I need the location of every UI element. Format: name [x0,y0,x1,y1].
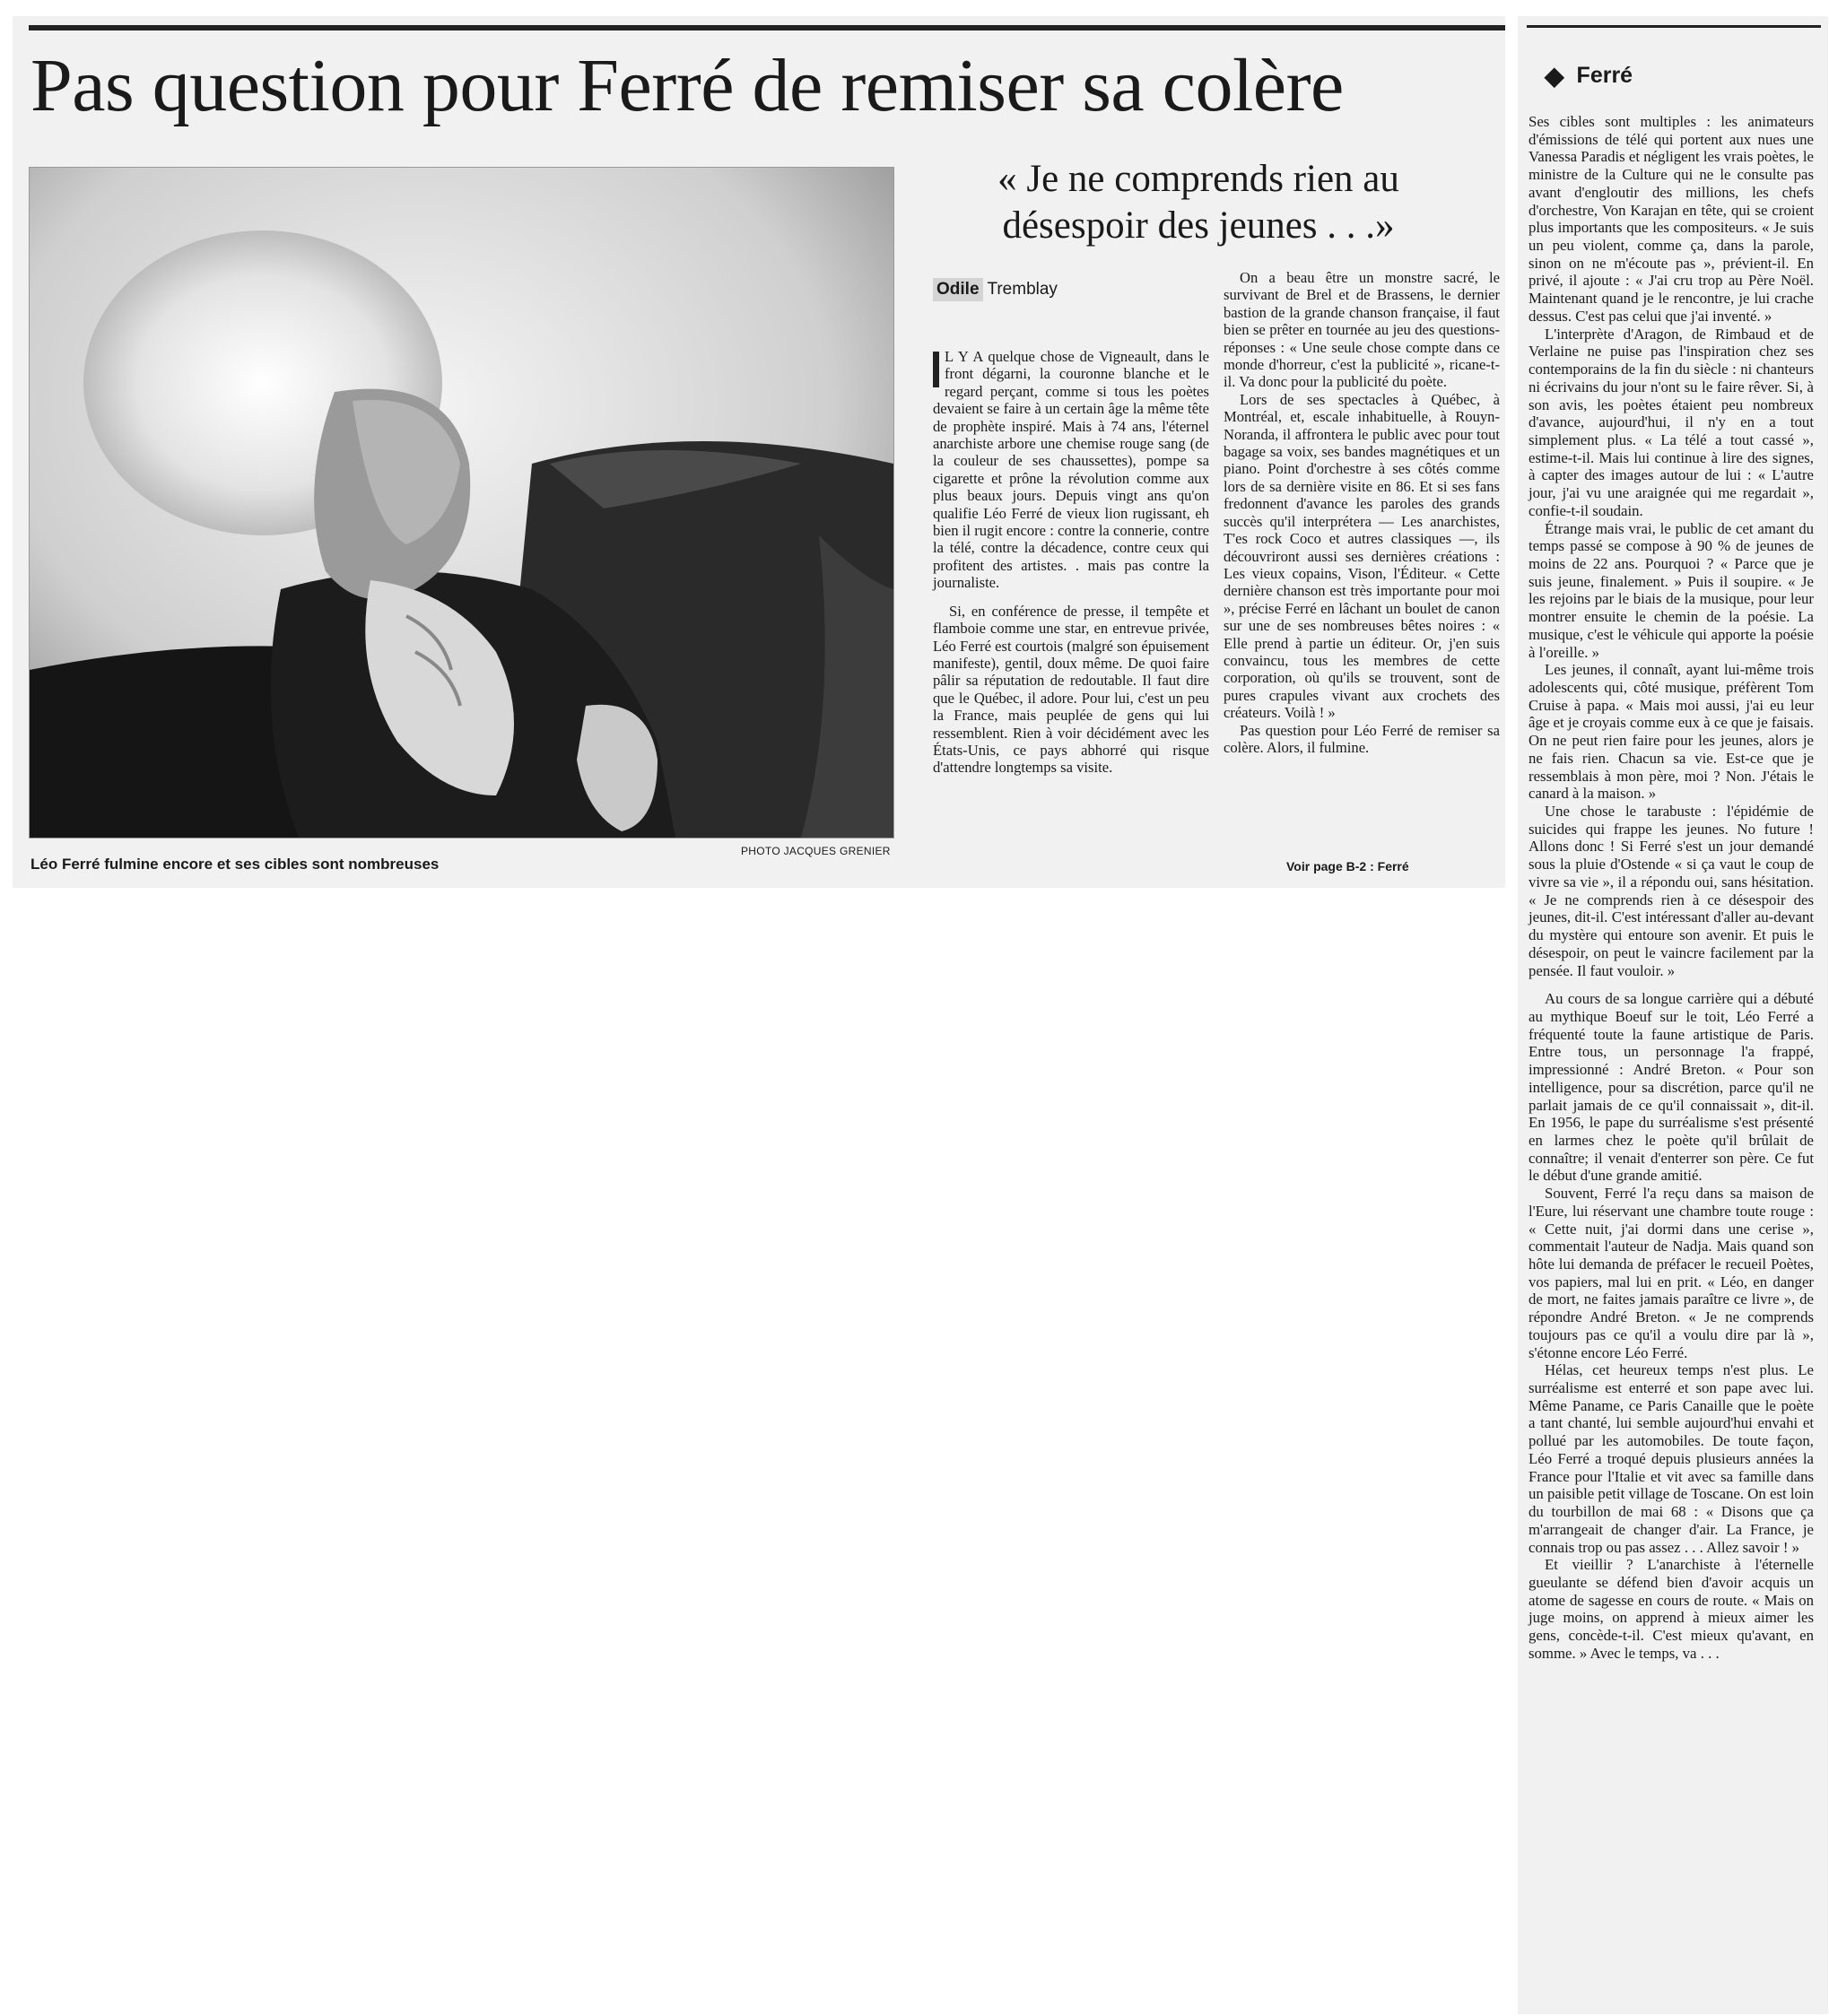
top-rule [29,25,1505,30]
article-column-1 [933,348,1209,777]
photo-credit: PHOTO JACQUES GRENIER [741,845,891,857]
photo-caption: Léo Ferré fulmine encore et ses cibles sont nombreuses [30,856,440,873]
diamond-icon: ◆ [1545,62,1564,90]
paragraph: Une chose le tarabuste : l'épidémie de suicides qui frappe les jeunes. No future ! Allons donc ! Si Ferré s'est un jour demandé sous la pluie d'Ostende « si ça vaut le coup de vivre sa vie », il a répondu oui, sans hésitation. « Je ne comprends rien à ce désespoir des jeunes, dit-il. C'est intéressant d'aller au-devant du mystère qui entoure son avenir. Et puis le désespoir, on peut le vaincre facilement par la pensée. Il faut vouloir. » [1529,803,1814,979]
paragraph: Hélas, cet heureux temps n'est plus. Le surréalisme est enterré et son pape avec lui. Même Paname, ce Paris Canaille que le poète a tant chanté, lui semble aujourd'hui envahi et pollué par les automobiles. De toute façon, Léo Ferré a troqué depuis plusieurs années la France pour l'Italie et vit avec sa famille dans un paisible petit village de Toscane. On est loin du tourbillon de mai 68 : « Disons que ça m'arrangeait de changer d'air. La France, je connais trop ou pas assez . . . Allez savoir ! » [1529,1361,1814,1556]
byline-first-name: Odile [933,278,983,301]
continuation-heading [1545,61,1633,91]
initial-bar [933,352,939,387]
deck-quote: « Je ne comprends rien au désespoir des jeunes . . .» [997,158,1399,247]
main-article-clipping [13,16,1505,888]
paragraph: Lors de ses spectacles à Québec, à Montréal, et, escale inhabituelle, à Rouyn-Noranda, il affrontera le public avec pour tout bagage sa voix, ses bandes magnétiques et un piano. Point d'orchestre à ses côtés comme lors de sa dernière visite en 86. Et si ses fans fredonnent d'avance les paroles des grands succès qu'il interprétera — Les anarchistes, T'es rock Coco et autres classiques —, ils découvriront aussi ses dernières créations : Les vieux copains, Vison, l'Éditeur. « Cette dernière chanson est très importante pour moi », précise Ferré en lâchant un boulet de canon sur une de ses nombreuses bêtes noires : « Elle prend à partie un éditeur. Or, j'en suis convaincu, tous les membres de cette corporation, où qu'ils se trouvent, sont de pures crapules vivant aux crochets des créateurs. Voilà ! » [1224,390,1500,722]
paragraph: Ses cibles sont multiples : les animateurs d'émissions de télé qui portent aux nues une Vanessa Paradis et négligent les vrais poètes, le ministre de la Culture qui ne le consulte pas avant d'engloutir des millions, les chefs d'orchestre, Von Karajan en tête, qui se croient plus importants que les compositeurs. « Je suis un peu violent, comme ça, dans la parole, sinon on ne m'écoute pas », prévient-il. En privé, il ajoute : « J'ai cru trop au Père Noël. Maintenant quand je le rencontre, je lui crache dessus. C'est pas celui que j'ai inventé. » [1529,113,1814,325]
continuation-clipping [1518,16,1828,2014]
article-column-2 [1224,269,1500,756]
byline-last-name: Tremblay [987,280,1058,299]
paragraph: Pas question pour Léo Ferré de remiser sa colère. Alors, il fulmine. [1224,721,1500,756]
paragraph: L'interprète d'Aragon, de Rimbaud et de Verlaine ne puise pas l'inspiration chez ses contemporains de la fin du siècle : ni chanteurs ni écrivains du jour n'ont su le faire rêver. Si, à son avis, les poètes étaient peu nombreux d'avance, aujourd'hui, il n'y en a tout simplement plus. « La télé a tout cassé », estime-t-il. Mais lui continue à lire des signes, à capter des images autour de lui : « L'autre jour, j'ai vu une araignée qui me regardait », confie-t-il soudain. [1529,325,1814,519]
paragraph: Et vieillir ? L'anarchiste à l'éternelle gueulante se défend bien d'avoir acquis un atome de sagesse en cours de route. « Mais on juge moins, on apprend à mieux aimer les gens, concède-t-il. C'est mieux qu'avant, en somme. » Avec le temps, va . . . [1529,1556,1814,1662]
paragraph: L Y A quelque chose de Vigneault, dans le front dégarni, la couronne blanche et le regard perçant, comme si tous les poètes devaient se faire à un certain âge la même tête de prophète inspiré. Mais à 74 ans, l'éternel anarchiste arbore une chemise rouge sang (de la couleur de ses chaussettes), pompe sa cigarette et prône la révolution comme aux plus beaux jours. Depuis vingt ans qu'on qualifie Léo Ferré de vieux lion rugissant, eh bien il rugit encore : contre la connerie, contre la télé, contre la décadence, contre ceux qui profitent des artistes. . mais pas contre la journaliste. [933,348,1209,592]
continuation-title: Ferré [1576,63,1633,88]
paragraph: Si, en conférence de presse, il tempête et flamboie comme une star, en entrevue privée, Léo Ferré est courtois (malgré son épuisement manifeste), gentil, doux même. De quoi faire pâlir sa réputation de redoutable. Il faut dire que le Québec, il adore. Pour lui, c'est un peu la France, mais peuplée de gens qui lui ressemblent. Rien à voir décidément avec les États-Unis, ce pays abhorré qui risque d'attendre longtemps sa visite. [933,602,1209,777]
top-rule [1527,25,1821,28]
continuation-column [1529,113,1814,1663]
portrait-photo [29,167,894,839]
paragraph: Au cours de sa longue carrière qui a débuté au mythique Boeuf sur le toit, Léo Ferré a fréquenté toute la faune artistique de Paris. Entre tous, un personnage l'a frappé, impressionné : André Breton. « Pour son intelligence, pour sa discrétion, parce qu'il ne parlait jamais de ce qu'il connaissait », dit-il. En 1956, le pape du surréalisme s'est présenté en larmes chez le poète qu'il brûlait de connaître; il venait d'enterrer son père. Ce fut le début d'une grande amitié. [1529,990,1814,1185]
paragraph: Souvent, Ferré l'a reçu dans sa maison de l'Eure, lui réservant une chambre toute rouge : « Cette nuit, j'ai dormi dans une cerise », commentait l'auteur de Nadja. Mais quand son hôte lui demanda de préfacer le recueil Poètes, vos papiers, mal lui en prit. « Léo, en danger de mort, ne faites jamais paraître ce livre », de répondre André Breton. « Je ne comprends toujours pas ce qu'il a voulu dire par là », s'étonne encore Léo Ferré. [1529,1185,1814,1361]
byline [933,278,1058,301]
paragraph: Étrange mais vrai, le public de cet amant du temps passé se compose à 90 % de jeunes de moins de 22 ans. Pourquoi ? « Parce que je suis jeune, finalement. » Puis il soupire. « Je les rejoins par le biais de la musique, pour leur montrer ensuite le chemin de la poésie. La musique, c'est le véhicule qui apporte la poésie à l'oreille. » [1529,519,1814,661]
paragraph: On a beau être un monstre sacré, le survivant de Brel et de Brassens, le dernier bastion de la grande chanson française, il faut bien se prêter en tournée au jeu des questions-réponses : « Une seule chose compte dans ce monde d'horreur, c'est la publicité », ricane-t-il. Va donc pour la publicité du poète. [1224,269,1500,391]
headline: Pas question pour Ferré de remiser sa colère [30,44,1344,127]
continuation-reference: Voir page B-2 : Ferré [1286,859,1409,873]
photo-illustration [30,168,893,838]
paragraph: Les jeunes, il connaît, ayant lui-même trois adolescents qui, côté musique, préfèrent Tom Cruise à papa. « Mais moi aussi, j'ai eu leur âge et je croyais comme eux à ce que je faisais. On ne peut rien faire pour les jeunes, alors je ne fais rien. Chacun sa vie. Est-ce que je ressemblais à mon père, moi ? Non. J'étais le canard à la maison. » [1529,661,1814,803]
